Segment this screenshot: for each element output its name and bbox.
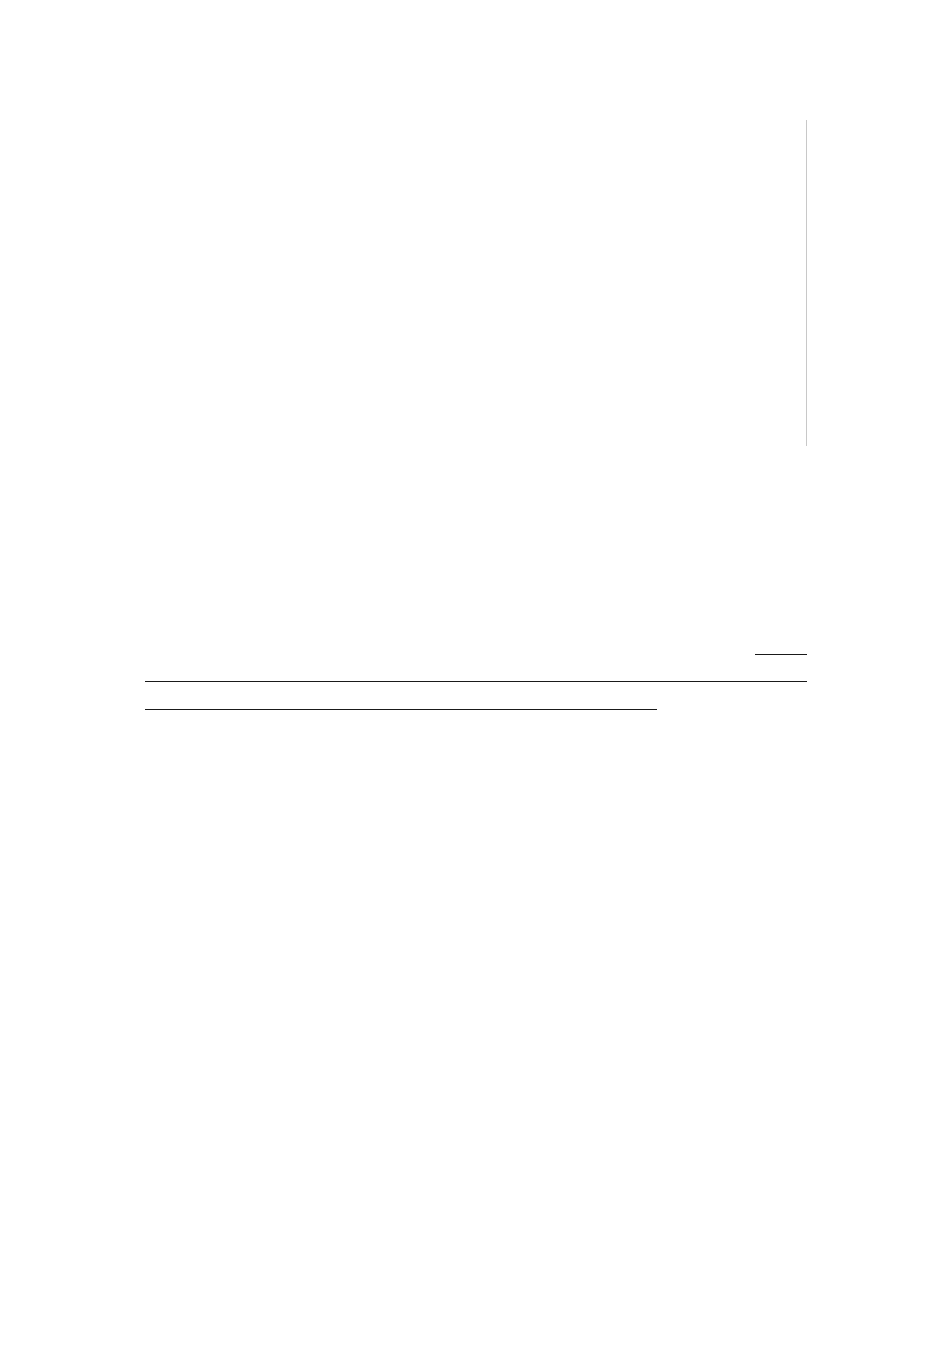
- strikethrough-line: [145, 709, 657, 710]
- strikethrough-line: [755, 654, 807, 655]
- margin-rule: [806, 120, 807, 446]
- strikethrough-line: [145, 681, 807, 682]
